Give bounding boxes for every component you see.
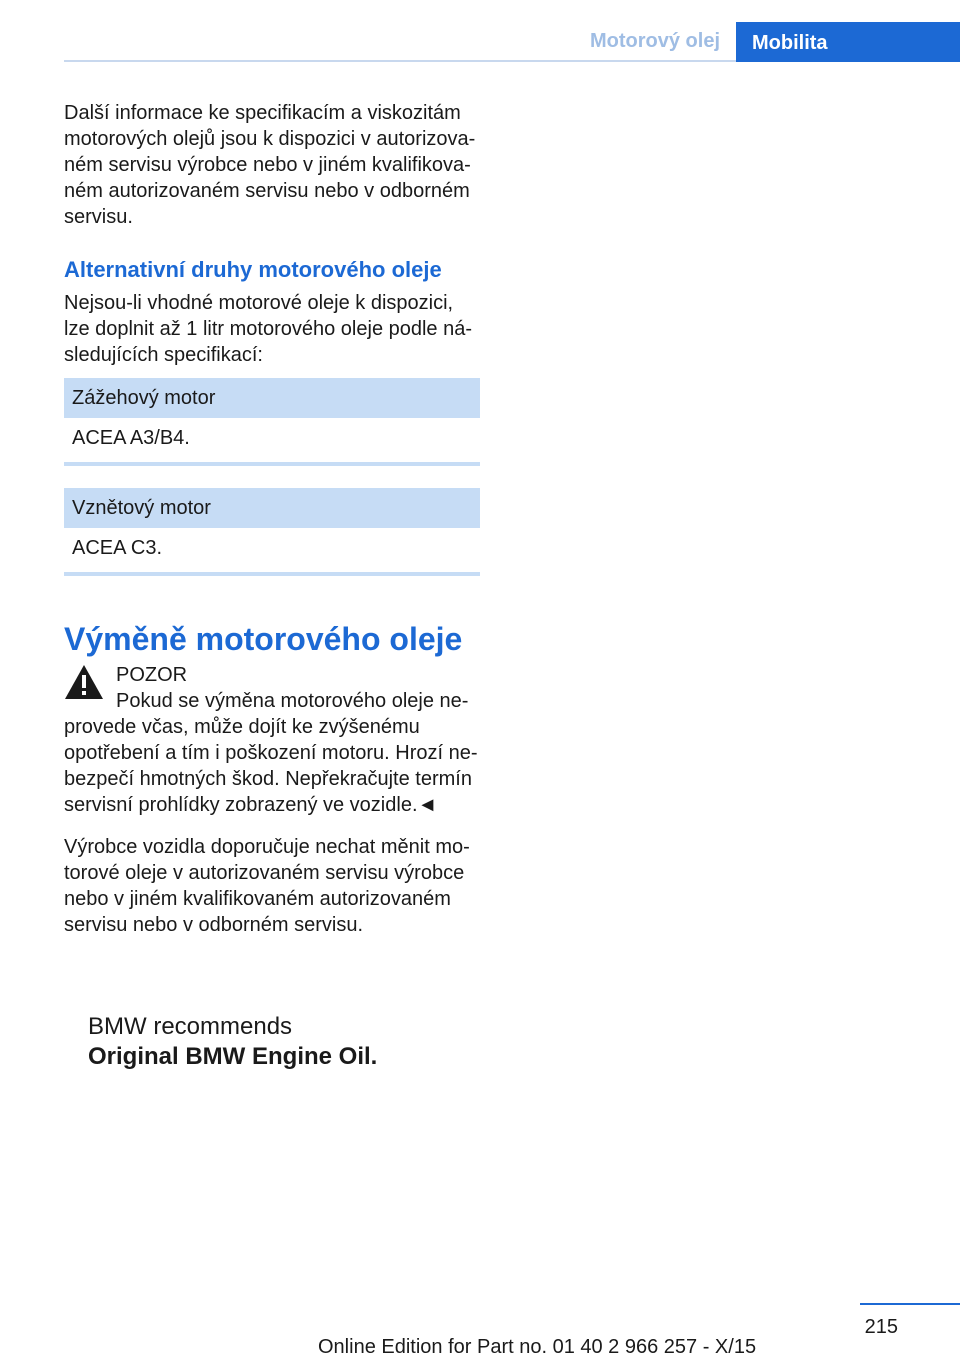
bmw-oil-logo — [88, 1012, 377, 1072]
footer-rule — [860, 1303, 960, 1305]
content-column — [64, 100, 480, 938]
spec-value: ACEA C3. — [64, 528, 480, 576]
header-section-title: Motorový olej — [589, 30, 720, 52]
intro-paragraph: Další informace ke specifikacím a viskozitám motorových olejů jsou k dispozici v autorizova- ném servisu výrobce nebo v jiném kvalifikova- ném autorizovaném servisu nebo v odborném servisu. — [64, 102, 476, 228]
alt-oil-text: Nejsou-li vhodné motorové oleje k dispozici, lze doplnit až 1 litr motorového oleje podle ná- sledujících specifikací: — [64, 292, 473, 366]
spec-value: ACEA A3/B4. — [64, 418, 480, 466]
spec-table-petrol — [64, 378, 480, 466]
oil-change-heading: Výměně motorového oleje — [64, 621, 463, 657]
footer-edition: Online Edition for Part no. 01 40 2 966 257 - X/15 — [318, 1336, 757, 1358]
warning-triangle-icon — [64, 664, 104, 700]
page-number: 215 — [864, 1316, 898, 1338]
logo-line-1: BMW recommends — [88, 1013, 293, 1040]
warning-title: POZOR — [116, 664, 188, 686]
spec-engine-label: Vznětový motor — [64, 488, 480, 528]
warning-block — [64, 662, 480, 714]
logo-line-2: Original BMW Engine Oil. — [88, 1043, 378, 1070]
spec-table-diesel — [64, 488, 480, 576]
alt-oil-heading: Alternativní druhy motorového oleje — [64, 257, 442, 282]
oil-change-text: Výrobce vozidla doporučuje nechat měnit mo- torové oleje v autorizovaném servisu výrobce nebo v jiném kvalifikovaném autorizovaném servisu nebo v odborném servisu. — [64, 836, 470, 936]
warning-text: Pokud se výměna motorového oleje ne- provede včas, může dojít ke zvýšenému opotřebení a tím i poškození motoru. Hrozí ne- bezpečí hmotných škod. Nepřekračujte termín servisní prohlídky zobrazený ve vozidle.◄ — [64, 690, 478, 816]
header-chapter-tab: Mobilita — [736, 22, 960, 62]
spec-engine-label: Zážehový motor — [64, 378, 480, 418]
